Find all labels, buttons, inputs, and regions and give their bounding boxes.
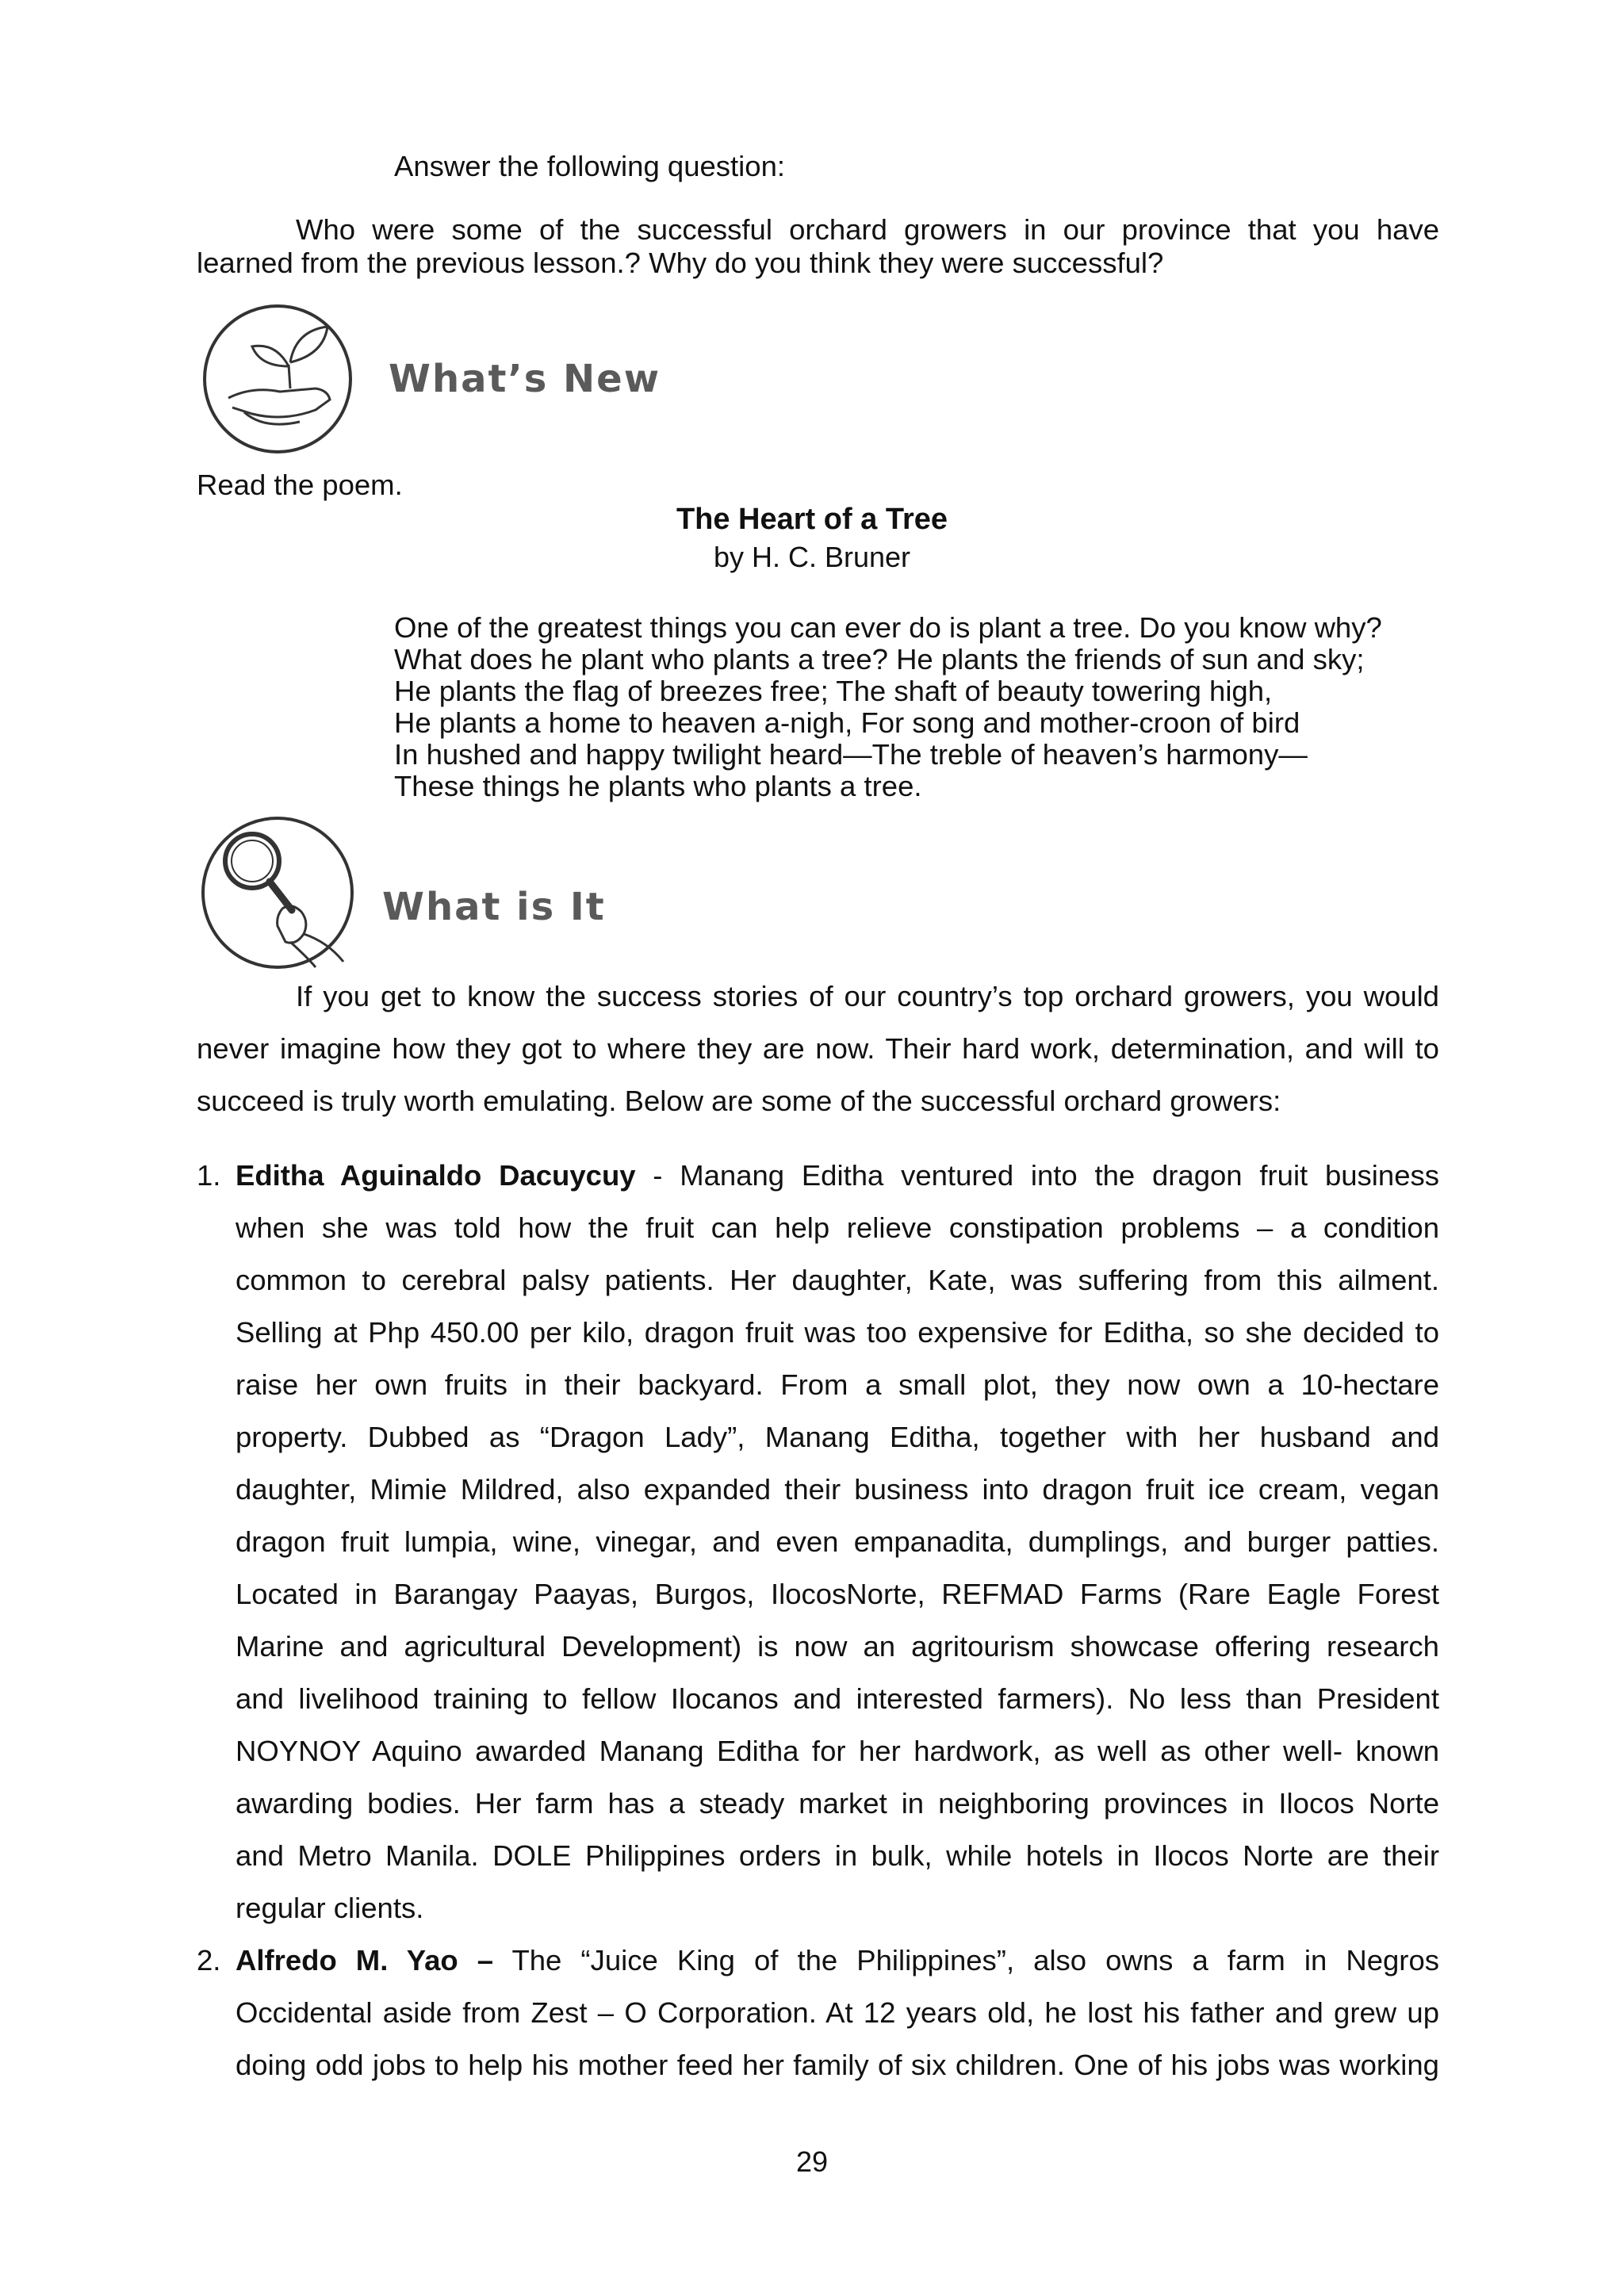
question-line-1: Who were some of the successful orchard growers in our province that you have — [296, 213, 1439, 246]
grower-line: Located in Barangay Paayas, Burgos, IlocosNorte, REFMAD Farms (Rare Eagle Forest — [236, 1578, 1439, 1610]
whats-new-heading: What’s New — [389, 357, 661, 401]
poem-title: The Heart of a Tree — [676, 503, 948, 536]
poem-line: These things he plants who plants a tree. — [394, 770, 922, 802]
intro-para-line: succeed is truly worth emulating. Below are some of the successful orchard growers: — [197, 1085, 1281, 1117]
grower-line: Selling at Php 450.00 per kilo, dragon fruit was too expensive for Editha, so she decided to — [236, 1316, 1439, 1349]
poem-line: He plants the flag of breezes free; The shaft of beauty towering high, — [394, 675, 1273, 707]
poem-line: What does he plant who plants a tree? He plants the friends of sun and sky; — [394, 643, 1365, 675]
page-number: 29 — [795, 2145, 829, 2178]
grower-line: doing odd jobs to help his mother feed her family of six children. One of his jobs was working — [236, 2049, 1439, 2081]
magnifying-glass-icon — [197, 815, 363, 970]
grower-line: dragon fruit lumpia, wine, vinegar, and even empanadita, dumplings, and burger patties. — [236, 1525, 1439, 1558]
grower-name: Alfredo M. Yao – — [236, 1944, 494, 1976]
grower-intro: - Manang Editha ventured into the dragon fruit business — [635, 1159, 1439, 1192]
grower-line: property. Dubbed as “Dragon Lady”, Manang Editha, together with her husband and — [236, 1421, 1439, 1453]
poem-line: One of the greatest things you can ever do is plant a tree. Do you know why? — [394, 611, 1382, 644]
instruction-text: Answer the following question: — [394, 150, 786, 182]
grower-line: Occidental aside from Zest – O Corporation. At 12 years old, he lost his father and grew up — [236, 1996, 1439, 2029]
grower-item-2 — [236, 1944, 1439, 2101]
grower-line: and Metro Manila. DOLE Philippines orders in bulk, while hotels in Ilocos Norte are their — [236, 1839, 1439, 1872]
grower-line: and livelihood training to fellow Ilocanos and interested farmers). No less than President — [236, 1682, 1439, 1715]
list-number: 1. — [197, 1159, 221, 1192]
grower-first-line — [236, 1159, 1439, 1211]
grower-item-1 — [236, 1159, 1439, 1944]
intro-para-line: If you get to know the success stories of our country’s top orchard growers, you would — [296, 980, 1439, 1012]
grower-name: Editha Aguinaldo Dacuycuy — [236, 1159, 636, 1192]
grower-line: awarding bodies. Her farm has a steady market in neighboring provinces in Ilocos Norte — [236, 1787, 1439, 1820]
grower-intro: The “Juice King of the Philippines”, also owns a farm in Negros — [493, 1944, 1439, 1976]
poem-line: He plants a home to heaven a-nigh, For song and mother-croon of bird — [394, 706, 1300, 739]
what-is-it-heading: What is It — [382, 885, 606, 929]
grower-line: Marine and agricultural Development) is now an agritourism showcase offering research — [236, 1630, 1439, 1663]
poem-author: by H. C. Bruner — [713, 541, 911, 573]
intro-para-line: never imagine how they got to where they are now. Their hard work, determination, and will to — [197, 1032, 1439, 1065]
hand-holding-plant-icon — [197, 303, 363, 455]
list-number: 2. — [197, 1944, 221, 1976]
grower-line: common to cerebral palsy patients. Her daughter, Kate, was suffering from this ailment. — [236, 1264, 1439, 1296]
grower-line: NOYNOY Aquino awarded Manang Editha for her hardwork, as well as other well- known — [236, 1735, 1439, 1767]
poem-body — [394, 612, 1382, 802]
question-line-2: learned from the previous lesson.? Why do you think they were successful? — [197, 247, 1164, 279]
grower-first-line — [236, 1944, 1439, 1996]
read-prompt: Read the poem. — [197, 469, 403, 501]
grower-line: raise her own fruits in their backyard. From a small plot, they now own a 10-hectare — [236, 1368, 1439, 1401]
grower-line: when she was told how the fruit can help relieve constipation problems – a condition — [236, 1211, 1439, 1244]
grower-line: daughter, Mimie Mildred, also expanded their business into dragon fruit ice cream, vegan — [236, 1473, 1439, 1506]
poem-line: In hushed and happy twilight heard—The treble of heaven’s harmony— — [394, 738, 1308, 771]
grower-last-line: regular clients. — [236, 1892, 424, 1924]
